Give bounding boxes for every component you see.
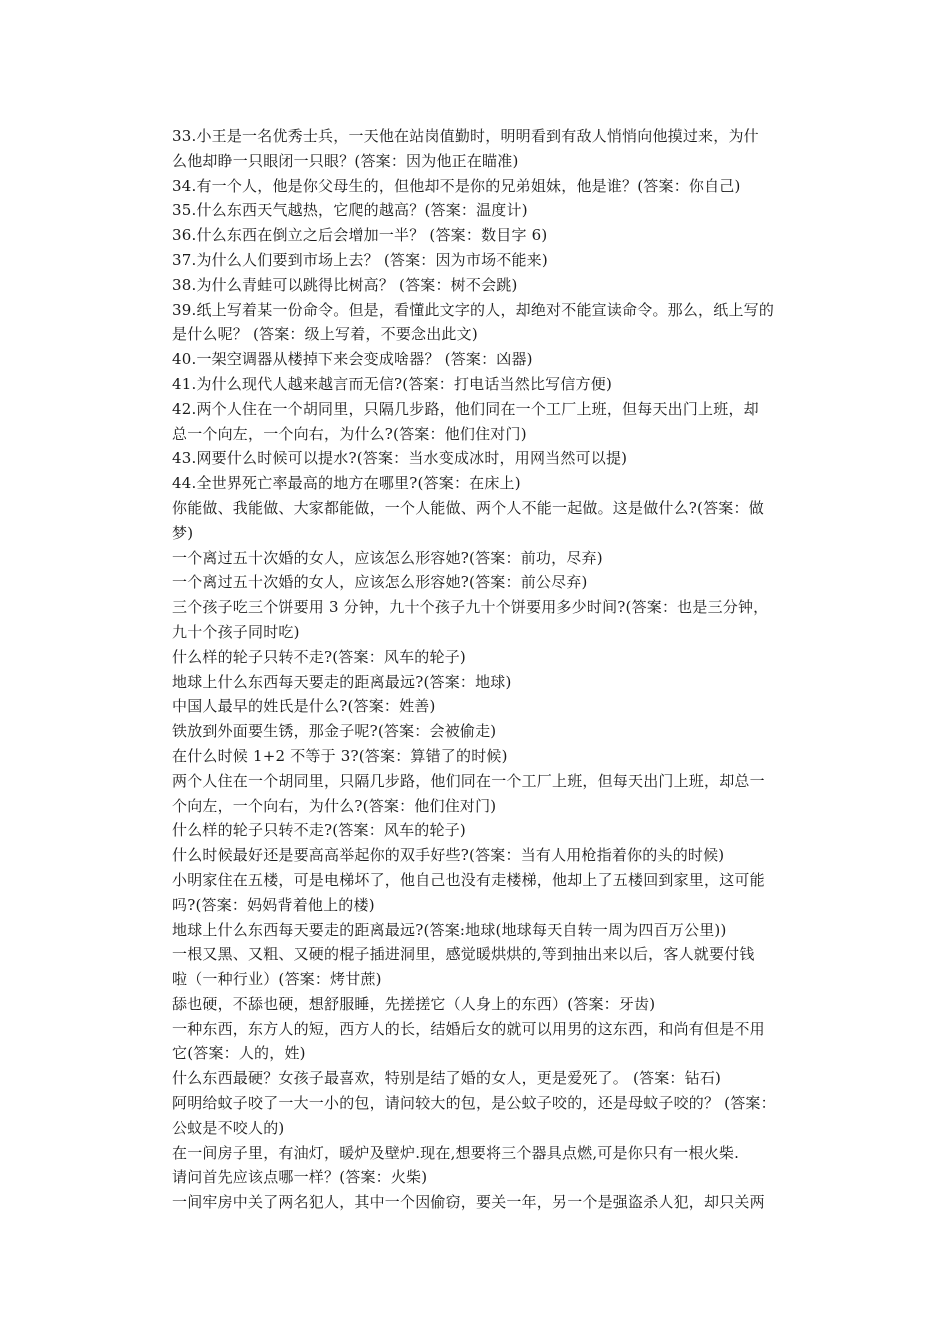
text-line: 33.小王是一名优秀士兵，一天他在站岗值勤时，明明看到有敌人悄悄向他摸过来，为什 bbox=[172, 127, 759, 145]
text-line: 地球上什么东西每天要走的距离最远?(答案：地球) bbox=[172, 672, 512, 691]
text-line: 个向左，一个向右，为什么?(答案：他们住对门) bbox=[172, 796, 497, 815]
text-line: 三个孩子吃三个饼要用 3 分钟，九十个孩子九十个饼要用多少时间?(答案：也是三分钟， bbox=[172, 598, 769, 617]
text-line: 44.全世界死亡率最高的地方在哪里?(答案：在床上) bbox=[172, 474, 521, 493]
text-line: 请问首先应该点哪一样？(答案：火柴) bbox=[172, 1168, 428, 1187]
text-line: 是什么呢？ (答案：级上写着，不要念出此文) bbox=[172, 325, 478, 344]
text-line: 两个人住在一个胡同里，只隔几步路，他们同在一个工厂上班，但每天出门上班，却总一 bbox=[172, 771, 765, 790]
text-line: 中国人最早的姓氏是什么?(答案：姓善) bbox=[172, 697, 436, 716]
text-line: 小明家住在五楼，可是电梯坏了，他自己也没有走楼梯，他却上了五楼回到家里，这可能 bbox=[172, 870, 765, 889]
text-line: 一根又黑、又粗、又硬的棍子插进洞里，感觉暖烘烘的,等到抽出来以后，客人就要付钱 bbox=[172, 945, 755, 964]
text-line: 它(答案：人的，姓) bbox=[172, 1044, 306, 1063]
text-line: 九十个孩子同时吃) bbox=[172, 622, 300, 641]
text-line: 啦（一种行业）(答案：烤甘蔗) bbox=[172, 970, 382, 989]
text-line: 36.什么东西在倒立之后会增加一半？ (答案：数目字 6) bbox=[172, 226, 548, 245]
text-line: 40.一架空调器从楼掉下来会变成啥器？ (答案：凶器) bbox=[172, 350, 533, 369]
text-line: 在一间房子里，有油灯，暖炉及壁炉.现在,想要将三个器具点燃,可是你只有一根火柴. bbox=[172, 1143, 740, 1162]
text-line: 一个离过五十次婚的女人，应该怎么形容她?(答案：前功，尽弃) bbox=[172, 548, 603, 567]
text-line: 梦) bbox=[172, 523, 194, 542]
text-line: 38.为什么青蛙可以跳得比树高？ (答案：树不会跳) bbox=[172, 275, 518, 294]
text-line: 42.两个人住在一个胡同里，只隔几步路，他们同在一个工厂上班，但每天出门上班，却 bbox=[172, 399, 759, 418]
text-line: 么他却睁一只眼闭一只眼？(答案：因为他正在瞄准) bbox=[172, 151, 519, 170]
text-line: 39.纸上写着某一份命令。但是，看懂此文字的人，却绝对不能宣读命令。那么，纸上写的 bbox=[172, 300, 775, 319]
text-line: 总一个向左，一个向右，为什么?(答案：他们住对门) bbox=[172, 424, 527, 443]
text-line: 在什么时候 1+2 不等于 3?(答案：算错了的时候) bbox=[172, 746, 508, 765]
text-line: 你能做、我能做、大家都能做，一个人能做、两个人不能一起做。这是做什么?(答案：做 bbox=[172, 498, 764, 517]
text-line: 一间牢房中关了两名犯人，其中一个因偷窃，要关一年，另一个是强盗杀人犯，却只关两 bbox=[172, 1193, 765, 1212]
document-body bbox=[172, 124, 812, 1215]
text-line: 35.什么东西天气越热，它爬的越高？(答案：温度计) bbox=[172, 201, 528, 220]
text-line: 公蚊是不咬人的) bbox=[172, 1118, 285, 1137]
text-line: 铁放到外面要生锈，那金子呢?(答案：会被偷走) bbox=[172, 722, 497, 741]
text-line: 41.为什么现代人越来越言而无信?(答案：打电话当然比写信方便) bbox=[172, 374, 613, 393]
text-line: 什么东西最硬？女孩子最喜欢，特别是结了婚的女人，更是爱死了。 (答案：钻石) bbox=[172, 1069, 722, 1088]
text-line: 什么样的轮子只转不走?(答案：风车的轮子) bbox=[172, 821, 466, 840]
text-line: 一种东西，东方人的短，西方人的长，结婚后女的就可以用男的这东西，和尚有但是不用 bbox=[172, 1019, 765, 1038]
text-line: 什么样的轮子只转不走?(答案：风车的轮子) bbox=[172, 647, 466, 666]
text-line: 吗?(答案：妈妈背着他上的楼) bbox=[172, 895, 375, 914]
text-line: 地球上什么东西每天要走的距离最远?(答案:地球(地球每天自转一周为四百万公里)) bbox=[172, 920, 727, 939]
text-line: 什么时候最好还是要高高举起你的双手好些?(答案：当有人用枪指着你的头的时候) bbox=[172, 846, 725, 865]
text-line: 一个离过五十次婚的女人，应该怎么形容她?(答案：前公尽弃) bbox=[172, 573, 588, 592]
text-line: 34.有一个人，他是你父母生的，但他却不是你的兄弟姐妹，他是谁？(答案：你自己) bbox=[172, 176, 741, 195]
text-line: 43.网要什么时候可以提水?(答案：当水变成冰时，用网当然可以提) bbox=[172, 449, 628, 468]
text-line: 舔也硬，不舔也硬，想舒服睡，先搓搓它（人身上的东西）(答案：牙齿) bbox=[172, 994, 656, 1013]
text-line: 阿明给蚊子咬了一大一小的包，请问较大的包，是公蚊子咬的，还是母蚊子咬的？ (答案： bbox=[172, 1094, 776, 1113]
text-line: 37.为什么人们要到市场上去？ (答案：因为市场不能来) bbox=[172, 250, 548, 269]
